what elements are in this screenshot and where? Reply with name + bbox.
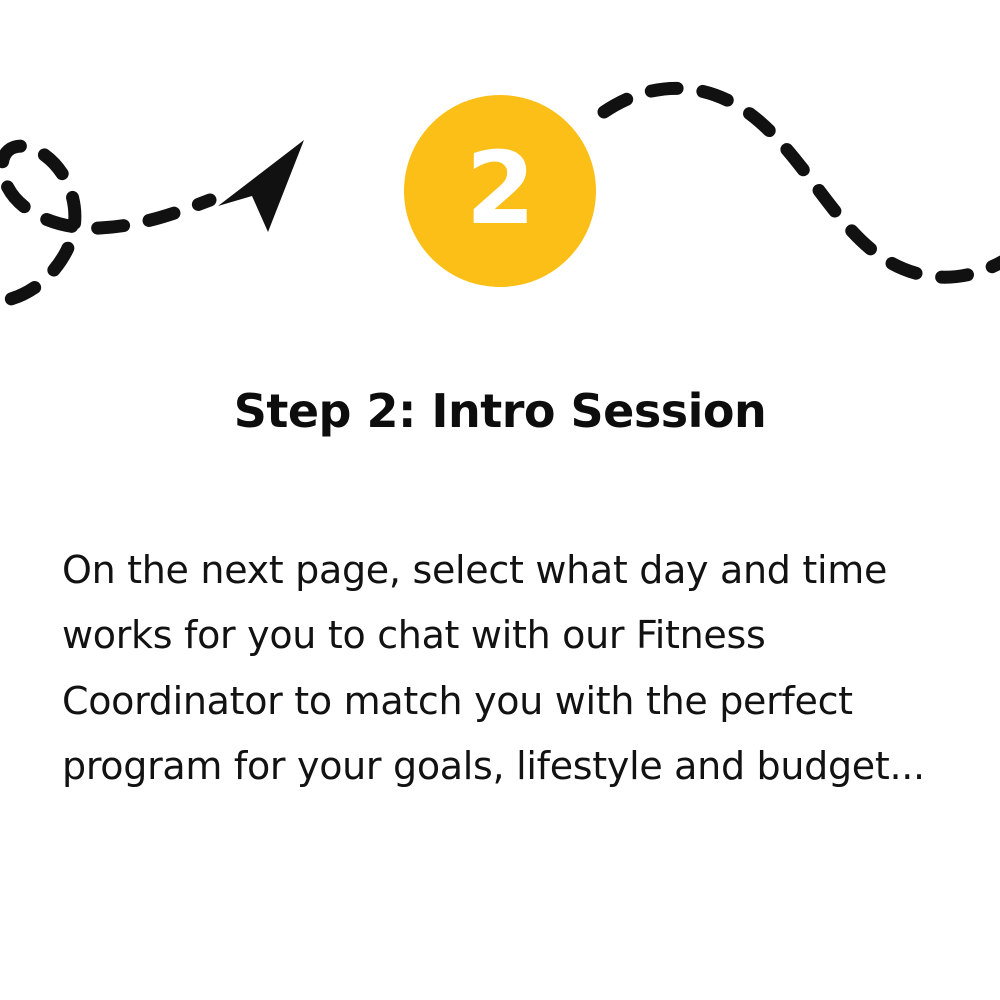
step-number-badge: [404, 95, 596, 287]
dashed-wave-path: [604, 88, 1000, 277]
step-number-label: 2: [465, 130, 535, 247]
body-paragraph: On the next page, select what day and time works for you to chat with our Fitness Coordinator to match you with the perfect program for your goals, lifestyle and budget...: [62, 548, 925, 789]
arrow-head: [218, 140, 304, 232]
page-title: Step 2: Intro Session: [233, 383, 767, 438]
dashed-loop-path: [0, 146, 210, 303]
decorative-path-band: [0, 0, 1000, 330]
